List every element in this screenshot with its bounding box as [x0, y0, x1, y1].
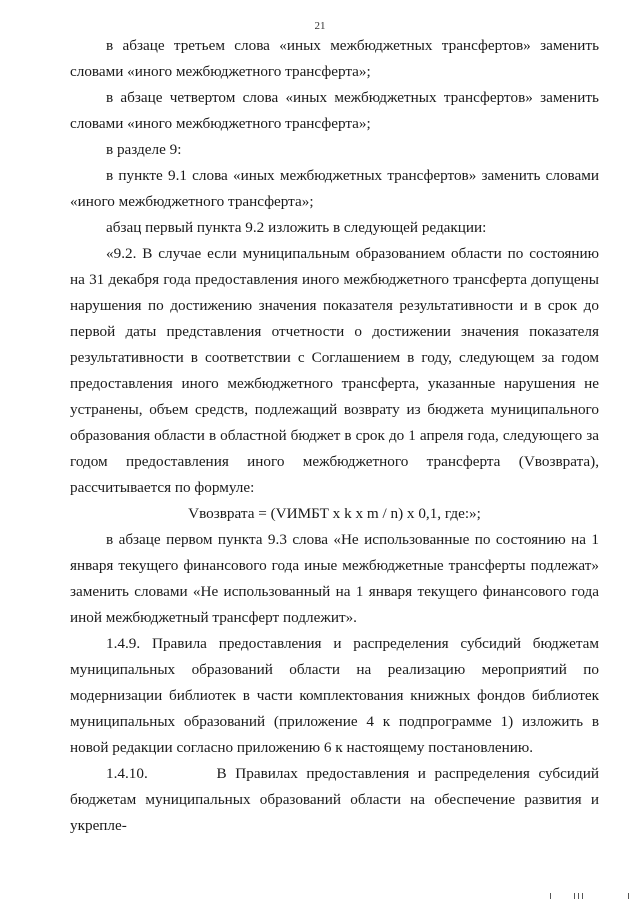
paragraph: в абзаце четвертом слова «иных межбюджетных трансфертов» заменить словами «иного межбюджетного трансферта»; [70, 89, 599, 132]
formula: Vвозврата = (VИМБТ x k x m / n) x 0,1, где:»; [188, 505, 481, 522]
page-number: 21 [314, 20, 326, 32]
item-1-4-9: 1.4.9. Правила предоставления и распределения субсидий бюджетам муниципальных образований области на реализацию мероприятий по модернизации библиотек в части комплектования книжных фондов библиотек муниципальных образований (приложение 4 к подпрограмме 1) изложить в новой редакции согласно приложению 6 к настоящему постановлению. [70, 635, 599, 756]
paragraph: в абзаце третьем слова «иных межбюджетных трансфертов» заменить словами «иного межбюджетного трансферта»; [70, 37, 599, 80]
scan-artifact-marks [544, 891, 634, 899]
paragraph: в разделе 9: [106, 141, 182, 158]
paragraph: в пункте 9.1 слова «иных межбюджетных трансфертов» заменить словами «иного межбюджетного трансферта»; [70, 167, 599, 210]
item-1-4-10: 1.4.10. В Правилах предоставления и распределения субсидий бюджетам муниципальных образований области на обеспечение развития и укрепле- [70, 765, 599, 834]
document-body [70, 33, 599, 839]
paragraph: в абзаце первом пункта 9.3 слова «Не использованные по состоянию на 1 января текущего финансового года иные межбюджетные трансферты подлежат» заменить словами «Не использованный на 1 января текущего финансового года иной межбюджетный трансферт подлежит». [70, 531, 599, 626]
paragraph: абзац первый пункта 9.2 изложить в следующей редакции: [106, 219, 487, 236]
quoted-clause-9-2: «9.2. В случае если муниципальным образованием области по состоянию на 31 декабря года предоставления иного межбюджетного трансферта допущены нарушения по достижению значения показателя результативности и в срок до первой даты представления отчетности о достижении значения показателя результативности в соответствии с Соглашением в году, следующем за годом предоставления иного межбюджетного трансферта, указанные нарушения не устранены, объем средств, подлежащий возврату из бюджета муниципального образования области в областной бюджет в срок до 1 апреля года, следующего за годом предоставления иного межбюджетного трансферта (Vвозврата), рассчитывается по формуле: [70, 245, 599, 496]
